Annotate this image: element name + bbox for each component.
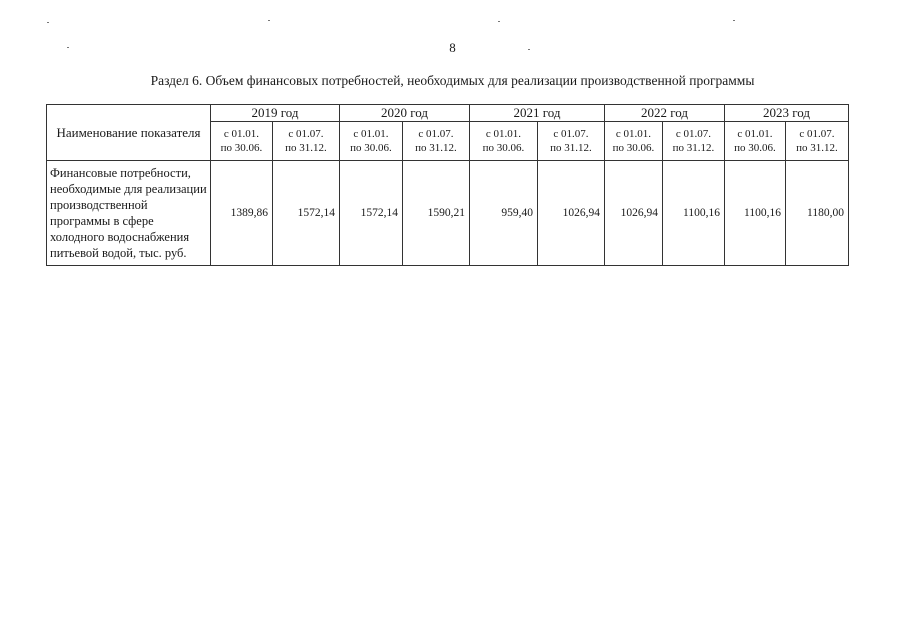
period-header: с 01.07. по 31.12. — [786, 122, 849, 161]
section-title: Раздел 6. Объем финансовых потребностей, необходимых для реализации производственной программы — [150, 73, 755, 88]
period-header: с 01.01. по 30.06. — [725, 122, 786, 161]
table-row — [47, 161, 849, 266]
page-number: 8 — [449, 40, 456, 55]
year-header-2019: 2019 год — [211, 105, 340, 122]
value-cell: 1100,16 — [725, 161, 786, 266]
financial-needs-table — [46, 104, 849, 266]
value-cell: 1026,94 — [538, 161, 605, 266]
year-header-2021: 2021 год — [470, 105, 605, 122]
period-header: с 01.01. по 30.06. — [605, 122, 663, 161]
period-header: с 01.01. по 30.06. — [211, 122, 273, 161]
year-header-2023: 2023 год — [725, 105, 849, 122]
value-cell: 1572,14 — [273, 161, 340, 266]
period-header: с 01.07. по 31.12. — [273, 122, 340, 161]
period-header: с 01.07. по 31.12. — [403, 122, 470, 161]
year-header-row — [47, 105, 849, 122]
year-header-2020: 2020 год — [340, 105, 470, 122]
period-header: с 01.01. по 30.06. — [340, 122, 403, 161]
period-header: с 01.01. по 30.06. — [470, 122, 538, 161]
value-cell: 1389,86 — [211, 161, 273, 266]
value-cell: 1590,21 — [403, 161, 470, 266]
year-header-2022: 2022 год — [605, 105, 725, 122]
period-header: с 01.07. по 31.12. — [663, 122, 725, 161]
row-label: Финансовые потребности, необходимые для реализации производственной программы в сфере холодного водоснабжения питьевой водой, тыс. руб. — [47, 161, 211, 266]
value-cell: 1180,00 — [786, 161, 849, 266]
value-cell: 1026,94 — [605, 161, 663, 266]
value-cell: 959,40 — [470, 161, 538, 266]
period-header: с 01.07. по 31.12. — [538, 122, 605, 161]
value-cell: 1100,16 — [663, 161, 725, 266]
value-cell: 1572,14 — [340, 161, 403, 266]
name-column-header: Наименование показателя — [47, 105, 211, 161]
